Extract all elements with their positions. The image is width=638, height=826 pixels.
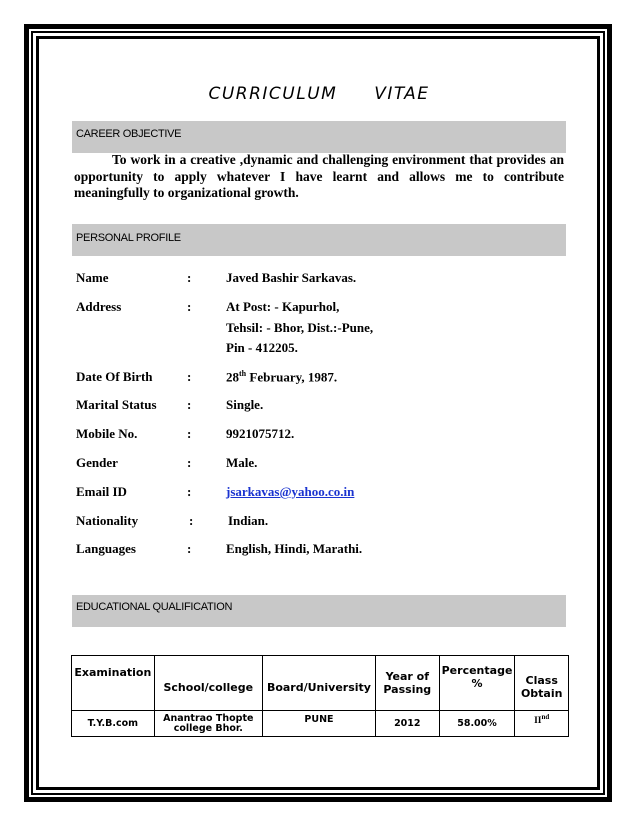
section-personal-profile: PERSONAL PROFILE bbox=[72, 224, 566, 256]
dob-day: 28 bbox=[226, 369, 239, 385]
cell-board: PUNE bbox=[262, 711, 375, 737]
colon: : bbox=[187, 484, 192, 499]
cell-year: 2012 bbox=[375, 711, 439, 737]
header-year: Year of Passing bbox=[375, 656, 439, 711]
header-class: Class Obtain bbox=[515, 656, 569, 711]
dob-value bbox=[226, 369, 337, 385]
colon: : bbox=[187, 455, 192, 470]
colon: : bbox=[187, 299, 192, 314]
colon: : bbox=[187, 426, 192, 441]
marital-label: Marital Status bbox=[76, 397, 157, 412]
header-school: School/college bbox=[154, 656, 262, 711]
dob-rest: February, 1987. bbox=[249, 369, 338, 385]
dob-label: Date Of Birth bbox=[76, 369, 153, 384]
career-objective-text bbox=[74, 152, 564, 202]
email-link[interactable]: jsarkavas@yahoo.co.in bbox=[226, 484, 355, 499]
header-percentage: Percentage % bbox=[439, 656, 515, 711]
class-value: II bbox=[534, 716, 542, 727]
marital-value: Single. bbox=[226, 397, 264, 412]
cell-school: Anantrao Thopte college Bhor. bbox=[154, 711, 262, 737]
address-line-3: Pin - 412205. bbox=[226, 340, 298, 355]
section-educational-qualification: EDUCATIONAL QUALIFICATION bbox=[72, 595, 566, 627]
dob-suffix: th bbox=[239, 369, 247, 378]
colon: : bbox=[187, 369, 192, 384]
header-board: Board/University bbox=[262, 656, 375, 711]
table-row bbox=[72, 711, 569, 737]
email-label: Email ID bbox=[76, 484, 127, 499]
colon: : bbox=[187, 270, 192, 285]
header-examination: Examination bbox=[72, 656, 155, 711]
languages-label: Languages bbox=[76, 541, 136, 556]
document-title: CURRICULUM VITAE bbox=[208, 84, 430, 104]
class-suffix: nd bbox=[541, 713, 550, 721]
education-header-row bbox=[72, 656, 569, 711]
colon: : bbox=[187, 397, 192, 412]
colon: : bbox=[189, 513, 194, 528]
cell-percent: 58.00% bbox=[439, 711, 515, 737]
education-table bbox=[71, 655, 569, 737]
nationality-value: Indian. bbox=[228, 513, 269, 528]
cell-exam: T.Y.B.com bbox=[72, 711, 155, 737]
address-line-2: Tehsil: - Bhor, Dist.:-Pune, bbox=[226, 320, 374, 335]
gender-value: Male. bbox=[226, 455, 258, 470]
cell-class bbox=[515, 711, 569, 737]
address-label: Address bbox=[76, 299, 122, 314]
section-career-objective: CAREER OBJECTIVE bbox=[72, 121, 566, 153]
mobile-value: 9921075712. bbox=[226, 426, 295, 441]
address-line-1: At Post: - Kapurhol, bbox=[226, 299, 340, 314]
name-label: Name bbox=[76, 270, 109, 285]
mobile-label: Mobile No. bbox=[76, 426, 138, 441]
nationality-label: Nationality bbox=[76, 513, 139, 528]
languages-value: English, Hindi, Marathi. bbox=[226, 541, 363, 556]
colon: : bbox=[187, 541, 192, 556]
gender-label: Gender bbox=[76, 455, 118, 470]
objective-paragraph: To work in a creative ,dynamic and challenging environment that provides an opportunity to apply whatever I have learnt and allows me to contribute meaningfully to organizational growth. bbox=[74, 152, 564, 200]
name-value: Javed Bashir Sarkavas. bbox=[226, 270, 357, 285]
